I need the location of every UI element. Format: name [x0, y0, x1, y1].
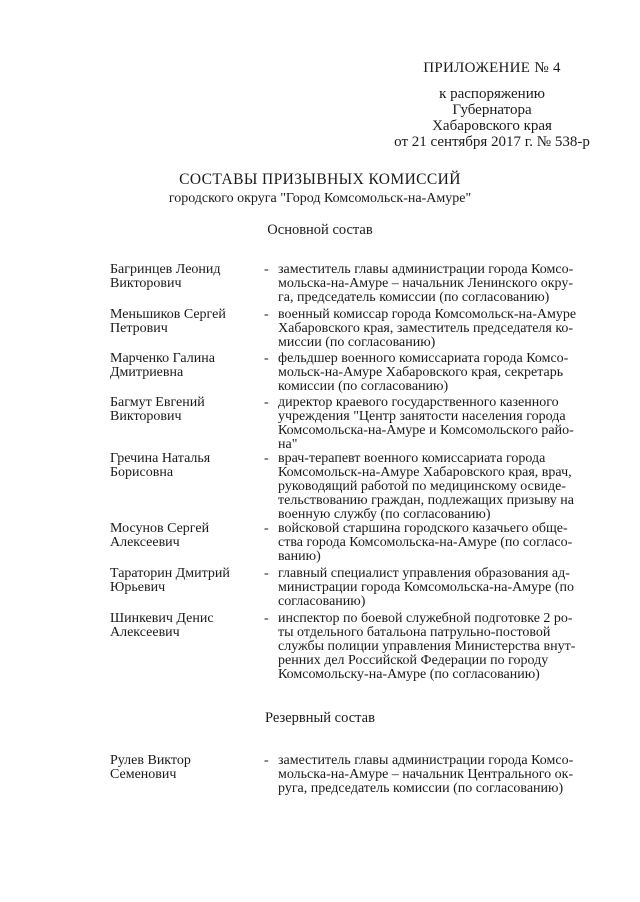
member-dash: - — [264, 753, 269, 768]
member-name: Шинкевич Денис Алексеевич — [110, 611, 214, 640]
appendix-title: ПРИЛОЖЕНИЕ № 4 — [423, 60, 561, 76]
reserve-section-title: Резервный состав — [265, 710, 375, 726]
member-dash: - — [264, 566, 269, 581]
member-role: фельдшер военного комиссариата города Комсо- мольск-на-Амуре Хабаровского края, секретарь комиссии (по согласованию) — [278, 351, 569, 394]
member-name: Рулев Виктор Семенович — [110, 753, 191, 782]
appendix-line: Губернатора — [452, 102, 532, 118]
member-role: главный специалист управления образования ад- министрации города Комсомольска-на-Амуре (по согласованию) — [278, 566, 574, 609]
member-name: Гречина Наталья Борисовна — [110, 451, 211, 480]
member-dash: - — [264, 307, 269, 322]
member-name: Меньшиков Сергей Петрович — [110, 307, 226, 336]
member-dash: - — [264, 451, 269, 466]
appendix-line: к распоряжению — [439, 86, 545, 102]
member-name: Марченко Галина Дмитриевна — [110, 351, 215, 380]
document-title: СОСТАВЫ ПРИЗЫВНЫХ КОМИССИЙ — [179, 171, 461, 188]
member-role: врач-терапевт военного комиссариата города Комсомольск-на-Амуре Хабаровского края, врач, руководящий работой по медицинскому освиде- тельствованию граждан, подлежащих призыву на военную службу (по согласованию) — [278, 451, 574, 522]
member-dash: - — [264, 262, 269, 277]
member-dash: - — [264, 395, 269, 410]
member-dash: - — [264, 521, 269, 536]
appendix-line: Хабаровского края — [432, 118, 552, 134]
member-role: инспектор по боевой служебной подготовке 2 ро- ты отдельного батальона патрульно-постовой службы полиции управления Министерства внут- ренних дел Российской Федерации по городу Комсомольску-на-Амуре (по согласованию) — [278, 611, 576, 682]
appendix-date-line: от 21 сентября 2017 г. № 538-р — [394, 134, 590, 150]
member-role: войсковой старшина городского казачьего обще- ства города Комсомольска-на-Амуре (по согласо- ванию) — [278, 521, 573, 564]
member-name: Тараторин Дмитрий Юрьевич — [110, 566, 230, 595]
member-role: заместитель главы администрации города Комсо- мольска-на-Амуре – начальник Ленинского окру- га, председатель комиссии (по согласованию) — [278, 262, 574, 305]
member-name: Мосунов Сергей Алексеевич — [110, 521, 210, 550]
document-subtitle: городского округа "Город Комсомольск-на-Амуре" — [168, 191, 472, 206]
member-role: заместитель главы администрации города Комсо- мольска-на-Амуре – начальник Центрального ок- руга, председатель комиссии (по согласованию) — [278, 753, 574, 796]
member-role: военный комиссар города Комсомольск-на-Амуре Хабаровского края, заместитель председателя ко- миссии (по согласованию) — [278, 307, 577, 350]
appendix-header — [382, 60, 602, 150]
main-section-title: Основной состав — [267, 222, 373, 238]
document-heading — [0, 171, 640, 207]
member-name: Багринцев Леонид Викторович — [110, 262, 221, 291]
member-dash: - — [264, 351, 269, 366]
member-name: Багмут Евгений Викторович — [110, 395, 205, 424]
member-dash: - — [264, 611, 269, 626]
member-role: директор краевого государственного казенного учреждения "Центр занятости населения города Комсомольска-на-Амуре и Комсомольского райо- на" — [278, 395, 574, 452]
